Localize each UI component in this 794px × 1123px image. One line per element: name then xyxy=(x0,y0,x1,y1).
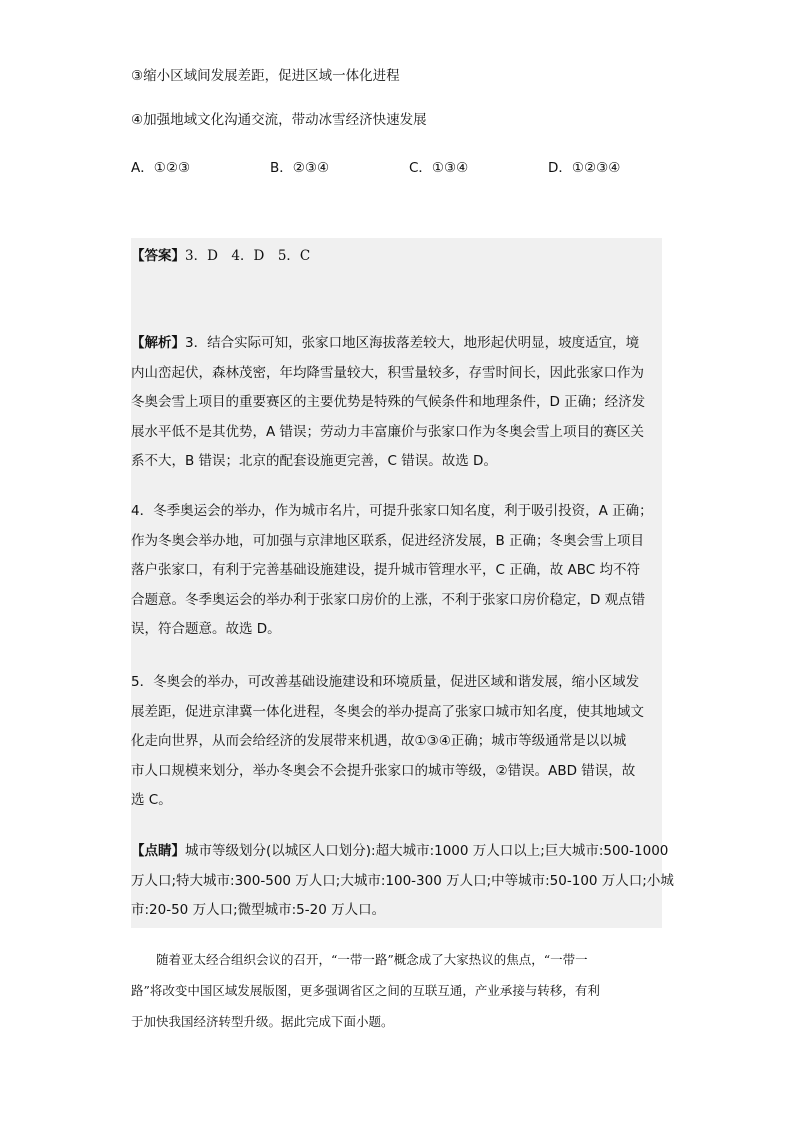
analysis-line: 冬奥会雪上项目的重要赛区的主要优势是特殊的气候条件和地理条件，D 正确；经济发 xyxy=(131,394,646,410)
choice-a: A．①②③ xyxy=(131,160,191,176)
tip-line: 万人口;特大城市:300-500 万人口;大城市:100-300 万人口;中等城市:50-100 万人口;小城 xyxy=(131,872,674,889)
passage-line: 随着亚太经合组织会议的召开，“一带一路”概念成了大家热议的焦点，“一带一 xyxy=(131,952,588,967)
passage-line: 于加快我国经济转型升级。据此完成下面小题。 xyxy=(131,1014,394,1029)
choice-b: B．②③④ xyxy=(270,160,330,176)
analysis-line: 化走向世界，从而会给经济的发展带来机遇，故①③④正确；城市等级通常是以以城 xyxy=(131,733,627,749)
answer-line xyxy=(131,244,310,264)
analysis-line: 市人口规模来划分，举办冬奥会不会提升张家口的城市等级，②错误。ABD 错误，故 xyxy=(131,762,636,779)
reading-passage xyxy=(131,944,671,1037)
tip-line: 城市等级划分(以城区人口划分):超大城市:1000 万人口以上;巨大城市:500-1000 xyxy=(185,843,669,859)
choice-d: D．①②③④ xyxy=(548,160,621,176)
tip-section xyxy=(131,837,674,926)
passage-line: 路”将改变中国区域发展版图，更多强调省区之间的互联互通，产业承接与转移，有利 xyxy=(131,983,600,998)
analysis-line: 展水平低不是其优势，A 错误；劳动力丰富廉价与张家口作为冬奥会雪上项目的赛区关 xyxy=(131,423,645,440)
analysis-line: 5．冬奥会的举办，可改善基础设施建设和环境质量，促进区域和谐发展，缩小区域发 xyxy=(131,674,640,690)
answer-label: 【答案】 xyxy=(131,248,185,264)
option-item-3: ③缩小区域间发展差距，促进区域一体化进程 xyxy=(131,68,400,84)
analysis-line: 选 C。 xyxy=(131,792,172,808)
tip-line: 市:20-50 万人口;微型城市:5-20 万人口。 xyxy=(131,902,386,918)
answer-text: 3．D 4．D 5．C xyxy=(185,248,311,264)
analysis-line: 作为冬奥会举办地，可加强与京津地区联系，促进经济发展，B 正确；冬奥会雪上项目 xyxy=(131,532,645,549)
analysis-line: 3．结合实际可知，张家口地区海拔落差较大，地形起伏明显，坡度适宜，境 xyxy=(185,335,640,351)
analysis-q5 xyxy=(131,668,662,816)
analysis-line: 误，符合题意。故选 D。 xyxy=(131,621,281,637)
choice-c: C．①③④ xyxy=(409,160,469,176)
analysis-label: 【解析】 xyxy=(131,335,185,351)
analysis-q4 xyxy=(131,497,662,645)
answer-choices xyxy=(131,156,671,178)
analysis-line: 系不大，B 错误；北京的配套设施更完善，C 错误。故选 D。 xyxy=(131,453,497,469)
tip-label: 【点睛】 xyxy=(131,843,185,859)
option-item-4: ④加强地域文化沟通交流，带动冰雪经济快速发展 xyxy=(131,112,427,128)
analysis-line: 合题意。冬季奥运会的举办利于张家口房价的上涨，不利于张家口房价稳定，D 观点错 xyxy=(131,591,646,608)
analysis-line: 4．冬季奥运会的举办，作为城市名片，可提升张家口知名度，利于吸引投资，A 正确； xyxy=(131,503,653,519)
analysis-line: 展差距，促进京津冀一体化进程，冬奥会的举办提高了张家口城市知名度，使其地域文 xyxy=(131,703,644,720)
analysis-line: 内山峦起伏，森林茂密，年均降雪量较大，积雪量较多，存雪时间长，因此张家口作为 xyxy=(131,364,644,381)
analysis-q3 xyxy=(131,329,662,477)
analysis-line: 落户张家口，有利于完善基础设施建设，提升城市管理水平，C 正确，故 ABC 均不符 xyxy=(131,562,640,578)
